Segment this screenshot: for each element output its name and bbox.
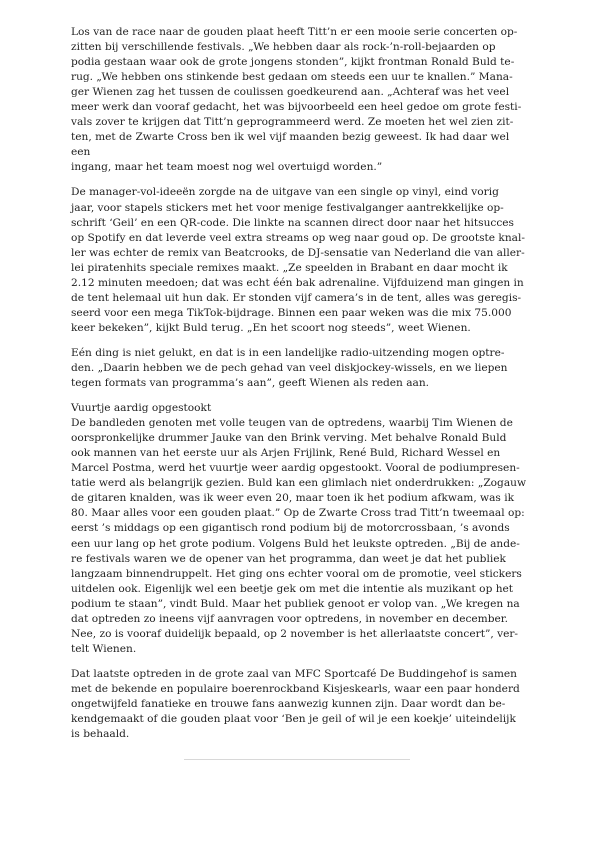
- paragraph: Los van de race naar de gouden plaat heeft Titt’n er een mooie serie concerten op- zitten bij verschillende festivals. „We hebben daar als rock-’n-roll-bejaarden op podia gestaan waar ook de grote jongens stonden”, kijkt frontman Ronald Buld te- rug. „We hebben ons stinkende best gedaan om steeds een uur te knallen.” Mana- ger Wienen zag het tussen de coulissen goedkeurend aan. „Achteraf was het veel meer werk dan vooraf gedacht, het was bijvoorbeeld een heel gedoe om grote festi- vals zover te krijgen dat Titt’n geprogrammeerd werd. Ze moeten het wel zien zit- ten, met de Zwarte Cross ben ik wel vijf maanden bezig geweest. Ik had daar wel een ingang, maar het team moest nog wel overtuigd worden.”: [71, 26, 522, 174]
- paragraph: Dat laatste optreden in de grote zaal van MFC Sportcafé De Buddingehof is samen met de bekende en populaire boerenrockband Kisjeskearls, waar een paar honderd ongetwijfeld fanatieke en trouwe fans aanwezig kunnen zijn. Daar wordt dan be- kendgemaakt of die gouden plaat voor ‘Ben je geil of wil je een koekje’ uiteindelijk is behaald.: [71, 667, 520, 741]
- paragraph: De bandleden genoten met volle teugen van de optredens, waarbij Tim Wienen de oorspronkelijke drummer Jauke van den Brink verving. Met behalve Ronald Buld ook mannen van het eerste uur als Arjen Frijlink, René Buld, Richard Wessel en Marcel Postma, werd het vuurtje weer aardig opgestookt. Vooral de podiumpresen- tatie werd als belangrijk gezien. Buld kan een glimlach niet onderdrukken: „Zogauw de gitaren knalden, was ik weer even 20, maar toen ik het podium afkwam, was ik 80. Maar alles voor een gouden plaat.” Op de Zwarte Cross trad Titt’n tweemaal op: eerst ’s middags op een gigantisch rond podium bij de motorcrossbaan, ’s avonds een uur lang op het grote podium. Volgens Buld het leukste optreden. „Bij de ande- re festivals waren we de opener van het programma, dan weet je dat het publiek langzaam binnendruppelt. Het ging ons echter vooral om de promotie, veel stickers uitdelen ook. Eigenlijk wel een beetje gek om met die intentie als muzikant op het podium te staan”, vindt Buld. Maar het publiek genoot er volop van. „We kregen na dat optreden zo ineens vijf aanvragen voor optredens, in november en december. Nee, zo is vooraf duidelijk bepaald, op 2 november is het allerlaatste concert”, ver- telt Wienen.: [71, 417, 527, 655]
- paragraph: De manager-vol-ideeën zorgde na de uitgave van een single op vinyl, eind vorig jaar, voor stapels stickers met het voor menige festivalganger aantrekkelijke op- schrift ‘Geil’ en een QR-code. Die linkte na scannen direct door naar het hitsucces op Spotify en dat leverde veel extra streams op weg naar goud op. De grootste knal- ler was echter de remix van Beatcrooks, de DJ-sensatie van Nederland die van aller- lei piratenhits speciale remixes maakt. „Ze speelden in Brabant en daar mocht ik 2.12 minuten meedoen; dat was echt één bak adrenaline. Vijfduizend man gingen in de tent helemaal uit hun dak. Er stonden vijf camera’s in de tent, alles was geregis- seerd voor een mega TikTok-bijdrage. Binnen een paar weken was die mix 75.000 keer bekeken”, kijkt Buld terug. „En het scoort nog steeds”, weet Wienen.: [71, 186, 525, 334]
- paragraph: Eén ding is niet gelukt, en dat is in een landelijke radio-uitzending mogen optre- den. „Daarin hebben we de pech gehad van veel diskjockey-wissels, en we liepen tegen formats van programma’s aan”, geeft Wienen als reden aan.: [71, 346, 508, 390]
- subheading: Vuurtje aardig opgestookt: [71, 402, 212, 415]
- end-divider: [184, 759, 410, 760]
- article-body: [71, 25, 531, 752]
